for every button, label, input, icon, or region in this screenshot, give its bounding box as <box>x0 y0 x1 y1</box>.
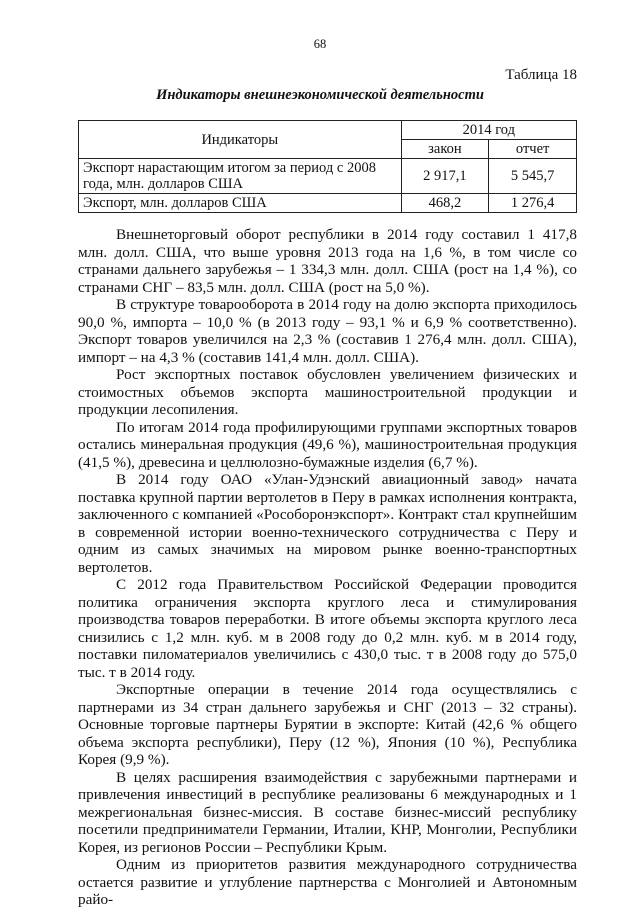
table-row <box>79 159 577 194</box>
row-law-value: 468,2 <box>401 194 489 213</box>
paragraph: С 2012 года Правительством Российской Федерации проводится политика ограничения экспорта круглого леса и стимулирования производства товаров переработки. В итоге объемы экспорта круглого леса снизились с 1,2 млн. куб. м в 2008 году до 0,2 млн. куб. м в 2014 году, поставки пиломатериалов увеличились с 430,0 тыс. т в 2008 году до 575,0 тыс. т в 2014 году. <box>78 576 577 681</box>
paragraph: В 2014 году ОАО «Улан-Удэнский авиационный завод» начата поставка крупной партии вертолетов в Перу в рамках исполнения контракта, заключенного с компанией «Рособоронэкспорт». Контракт стал крупнейшим в современной истории военно-технического сотрудничества с Перу и одним из самых значимых на мировом рынке военно-транспортных вертолетов. <box>78 471 577 576</box>
row-report-value: 5 545,7 <box>489 159 577 194</box>
table-label: Таблица 18 <box>505 67 577 83</box>
page-number: 68 <box>313 37 327 51</box>
paragraph: Одним из приоритетов развития международного сотрудничества остается развитие и углубление партнерства с Монголией и Автономным райо- <box>78 856 577 908</box>
header-report: отчет <box>489 140 577 159</box>
paragraph: В структуре товарооборота в 2014 году на долю экспорта приходилось 90,0 %, импорта – 10,0 % (в 2013 году – 93,1 % и 6,9 % соответственно). Экспорт товаров увеличился на 2,3 % (составив 1 276,4 млн. долл. США), импорт – на 4,3 % (составив 141,4 млн. долл. США). <box>78 296 577 366</box>
table-row <box>79 194 577 213</box>
body-text <box>78 226 577 909</box>
paragraph: По итогам 2014 года профилирующими группами экспортных товаров остались минеральная продукция (49,6 %), машиностроительная продукция (41,5 %), древесина и целлюлозно-бумажные изделия (6,7 %). <box>78 418 577 471</box>
paragraph: Внешнеторговый оборот республики в 2014 году составил 1 417,8 млн. долл. США, что выше уровня 2013 года на 1,6 %, в том числе со странами дальнего зарубежья – 1 334,3 млн. долл. США (рост на 1,4 %), со странами СНГ – 83,5 млн. долл. США (рост на 5,0 %). <box>78 226 577 296</box>
table-header-row <box>79 121 577 140</box>
row-law-value: 2 917,1 <box>401 159 489 194</box>
paragraph: Рост экспортных поставок обусловлен увеличением физических и стоимостных объемов экспорта машиностроительной продукции и продукции лесопиления. <box>78 366 577 418</box>
indicators-table <box>78 120 577 213</box>
paragraph: В целях расширения взаимодействия с зарубежными партнерами и привлечения инвестиций в республике реализованы 6 международных и 1 межрегиональная бизнес-миссия. В составе бизнес-миссий республику посетили предприниматели Германии, Италии, КНР, Монголии, Республики Корея, из регионов России – Республики Крым. <box>78 768 577 856</box>
header-indicators: Индикаторы <box>79 121 402 159</box>
row-name: Экспорт, млн. долларов США <box>79 194 402 213</box>
header-law: закон <box>401 140 489 159</box>
header-year: 2014 год <box>401 121 576 140</box>
row-name: Экспорт нарастающим итогом за период с 2008 года, млн. долларов США <box>79 159 402 194</box>
paragraph: Экспортные операции в течение 2014 года осуществлялись с партнерами из 34 стран дальнего зарубежья и СНГ (2013 – 32 страны). Основные торговые партнеры Бурятии в экспорте: Китай (42,6 % общего объема экспорта республики), Перу (12 %), Япония (10 %), Республика Корея (9,9 %). <box>78 681 577 768</box>
table-title: Индикаторы внешнеэкономической деятельности <box>156 87 484 103</box>
row-report-value: 1 276,4 <box>489 194 577 213</box>
